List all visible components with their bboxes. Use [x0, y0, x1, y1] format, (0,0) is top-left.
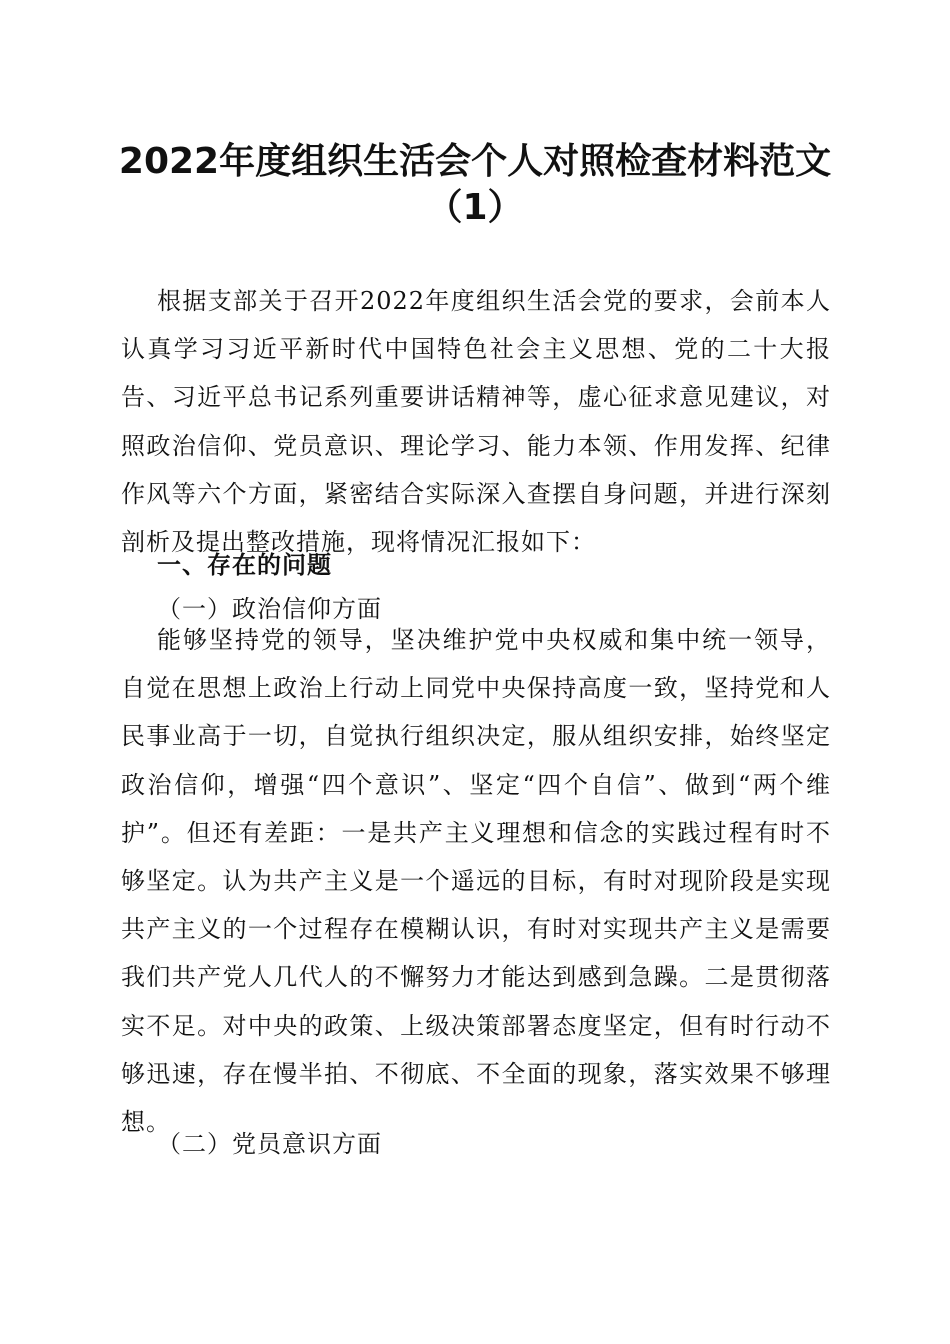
section-heading-problems: 一、存在的问题 [157, 551, 332, 579]
intro-paragraph: 根据支部关于召开2022年度组织生活会党的要求，会前本人认真学习习近平新时代中国特色社会主义思想、党的二十大报告、习近平总书记系列重要讲话精神等，虚心征求意见建议，对照政治信仰、党员意识、理论学习、能力本领、作用发挥、纪律作风等六个方面，紧密结合实际深入查摆自身问题，并进行深刻剖析及提出整改措施，现将情况汇报如下： [121, 287, 831, 557]
document-title-number: （1） [426, 187, 524, 228]
political-belief-paragraph: 能够坚持党的领导，坚决维护党中央权威和集中统一领导，自觉在思想上政治上行动上同党中央保持高度一致，坚持党和人民事业高于一切，自觉执行组织决定，服从组织安排，始终坚定政治信仰，增强“四个意识”、坚定“四个自信”、做到“两个维护”。但还有差距：一是共产主义理想和信念的实践过程有时不够坚定。认为共产主义是一个遥远的目标，有时对现阶段是实现共产主义的一个过程存在模糊认识，有时对实现共产主义是需要我们共产党人几代人的不懈努力才能达到感到急躁。二是贯彻落实不足。对中央的政策、上级决策部署态度坚定，但有时行动不够迅速，存在慢半拍、不彻底、不全面的现象，落实效果不够理想。 [121, 626, 831, 1137]
subsection-heading-party-awareness: （二）党员意识方面 [157, 1130, 382, 1158]
document-title: 2022年度组织生活会个人对照检查材料范文 [118, 141, 832, 182]
subsection-heading-political-belief: （一）政治信仰方面 [157, 595, 382, 623]
